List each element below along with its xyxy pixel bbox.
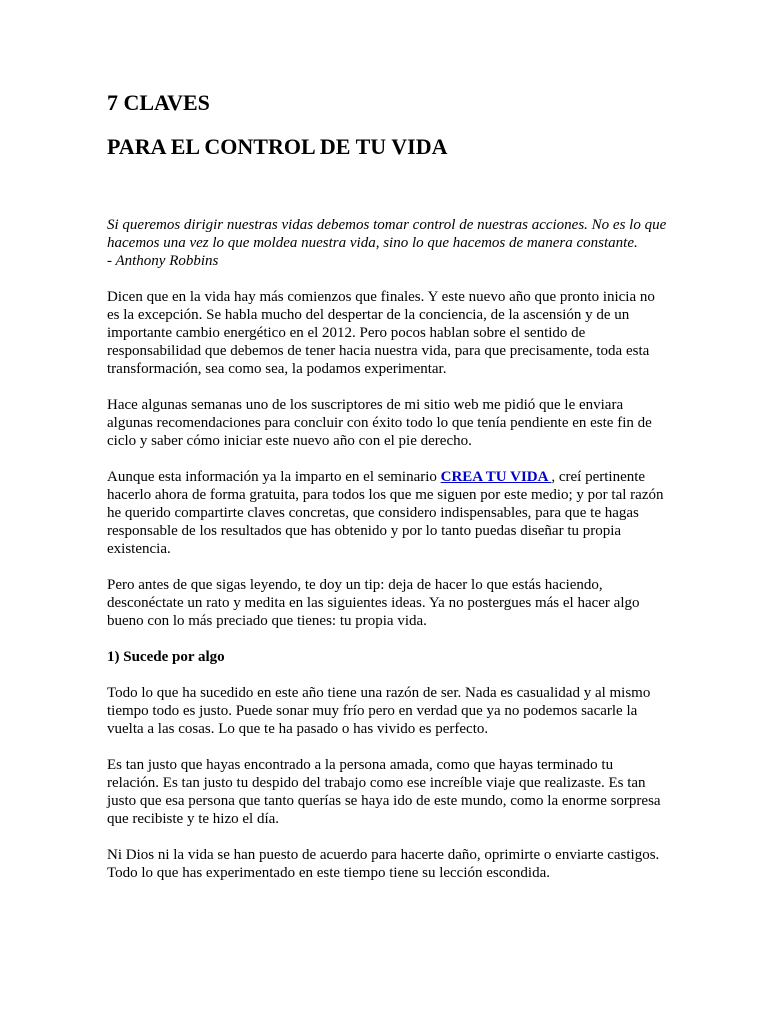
paragraph-seminar-after: , creí pertinente hacerlo ahora de forma gratuita, para todos los que me siguen por este medio; y por tal razón he querido compartirte claves concretas, que considero indispensables, para que te hagas responsable de los resultados que has obtenido y por lo tanto puedas diseñar tu propia existencia. — [107, 469, 664, 557]
quote-author: - Anthony Robbins — [107, 253, 219, 269]
section1-paragraph-2: Es tan justo que hayas encontrado a la persona amada, como que hayas terminado tu relación. Es tan justo tu despido del trabajo como ese increíble viaje que realizaste. Es tan justo que esa persona que tanto querías se haya ido de este mundo, como la enorme sorpresa que recibiste y te hizo el día. — [107, 757, 661, 827]
paragraph-intro: Dicen que en la vida hay más comienzos que finales. Y este nuevo año que pronto inicia no es la excepción. Se habla mucho del despertar de la conciencia, de la ascensión y de un importante cambio energético en el 2012. Pero pocos hablan sobre el sentido de responsabilidad que debemos de tener hacia nuestra vida, para que precisamente, toda esta transformación, sea como sea, la podamos experimentar. — [107, 289, 655, 377]
section-heading-1: 1) Sucede por algo — [107, 649, 225, 665]
paragraph-request: Hace algunas semanas uno de los suscriptores de mi sitio web me pidió que le enviara algunas recomendaciones para concluir con éxito todo lo que tenía pendiente en este fin de ciclo y saber cómo iniciar este nuevo año con el pie derecho. — [107, 397, 652, 449]
quote-text: Si queremos dirigir nuestras vidas debemos tomar control de nuestras acciones. No es lo que hacemos una vez lo que moldea nuestra vida, sino lo que hacemos de manera constante. — [107, 217, 667, 251]
paragraph-seminar-before: Aunque esta información ya la imparto en el seminario — [107, 469, 441, 485]
crea-tu-vida-link[interactable]: CREA TU VIDA — [440, 469, 552, 485]
title-line-2: PARA EL CONTROL DE TU VIDA — [107, 134, 448, 159]
section1-paragraph-1: Todo lo que ha sucedido en este año tiene una razón de ser. Nada es casualidad y al mismo tiempo todo es justo. Puede sonar muy frío pero en verdad que ya no podemos sacarle la vuelta a las cosas. Lo que te ha pasado o has vivido es perfecto. — [107, 685, 651, 737]
section1-paragraph-3: Ni Dios ni la vida se han puesto de acuerdo para hacerte daño, oprimirte o enviarte castigos. Todo lo que has experimentado en este tiempo tiene su lección escondida. — [107, 847, 660, 881]
title-line-1: 7 CLAVES — [107, 90, 210, 115]
document-page — [107, 88, 667, 900]
paragraph-seminar — [107, 468, 667, 558]
paragraph-tip: Pero antes de que sigas leyendo, te doy un tip: deja de hacer lo que estás haciendo, desconéctate un rato y medita en las siguientes ideas. Ya no postergues más el hacer algo bueno con lo más preciado que tienes: tu propia vida. — [107, 577, 640, 629]
epigraph-quote — [107, 216, 667, 270]
